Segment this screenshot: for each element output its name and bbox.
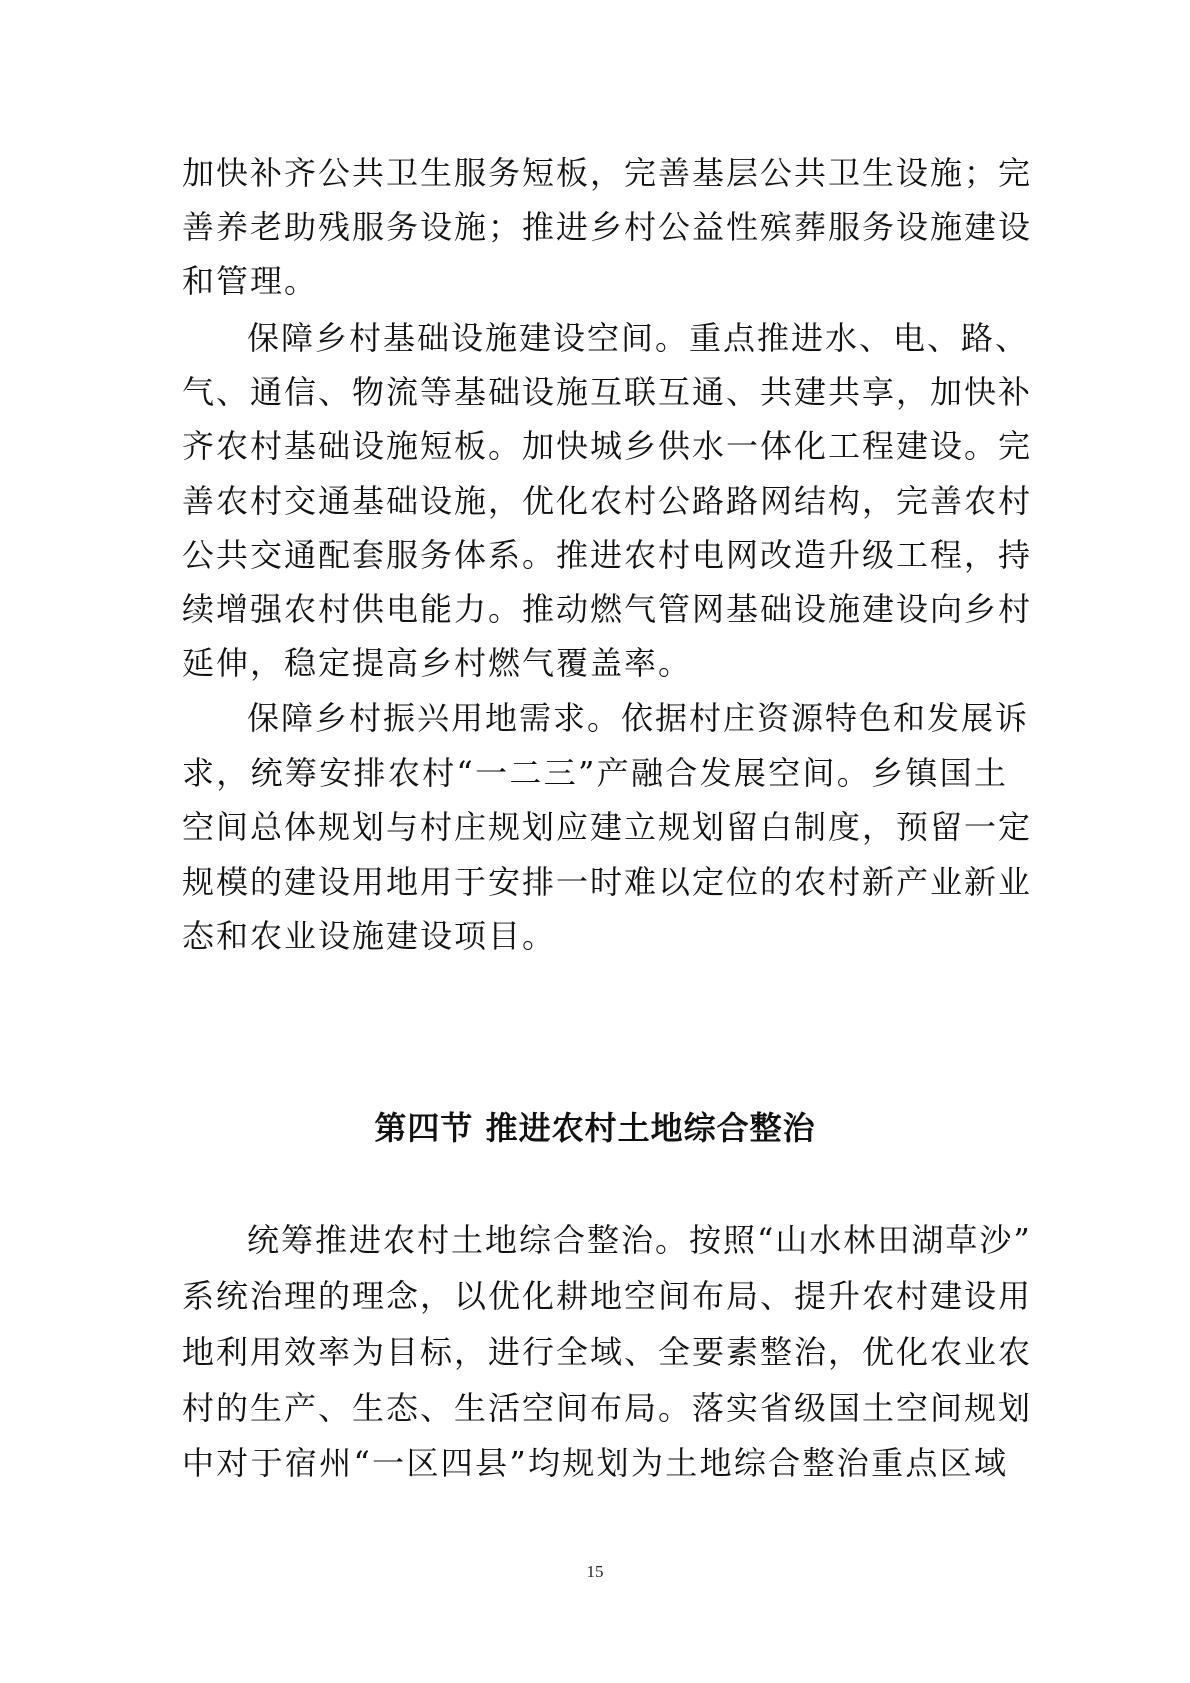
text-line: 续增强农村供电能力。推动燃气管网基础设施建设向乡村 — [182, 590, 1033, 628]
text-line: 地利用效率为目标，进行全域、全要素整治，优化农业农 — [182, 1333, 1033, 1371]
text-line: 延伸，稳定提高乡村燃气覆盖率。 — [182, 644, 693, 682]
text-line: 村的生产、生态、生活空间布局。落实省级国土空间规划 — [182, 1389, 1033, 1427]
text-line: 和管理。 — [182, 262, 319, 300]
text-line: 保障乡村基础设施建设空间。重点推进水、电、路、 — [247, 319, 1030, 357]
text-line: 加快补齐公共卫生服务短板，完善基层公共卫生设施；完 — [182, 154, 1033, 192]
text-line: 善养老助残服务设施；推进乡村公益性殡葬服务设施建设 — [182, 208, 1033, 246]
text-line: 统筹推进农村土地综合整治。按照“山水林田湖草沙” — [247, 1221, 1032, 1259]
text-line: 善农村交通基础设施，优化农村公路路网结构，完善农村 — [182, 482, 1033, 520]
text-line: 保障乡村振兴用地需求。依据村庄资源特色和发展诉 — [247, 699, 1030, 737]
text-line: 中对于宿州“一区四县”均规划为土地综合整治重点区域 — [182, 1444, 1008, 1482]
text-line: 态和农业设施建设项目。 — [182, 917, 557, 955]
text-line: 公共交通配套服务体系。推进农村电网改造升级工程，持 — [182, 536, 1033, 574]
text-line: 规模的建设用地用于安排一时难以定位的农村新产业新业 — [182, 863, 1033, 901]
text-line: 空间总体规划与村庄规划应建立规划留白制度，预留一定 — [182, 808, 1033, 846]
text-line: 齐农村基础设施短板。加快城乡供水一体化工程建设。完 — [182, 427, 1033, 465]
text-line: 求，统筹安排农村“一二三”产融合发展空间。乡镇国土 — [182, 754, 1008, 792]
page-number: 15 — [586, 1562, 604, 1581]
text-line: 气、通信、物流等基础设施互联互通、共建共享，加快补 — [182, 373, 1033, 411]
text-line: 系统治理的理念，以优化耕地空间布局、提升农村建设用 — [182, 1277, 1033, 1315]
section-heading: 第四节 推进农村土地综合整治 — [374, 1109, 816, 1147]
